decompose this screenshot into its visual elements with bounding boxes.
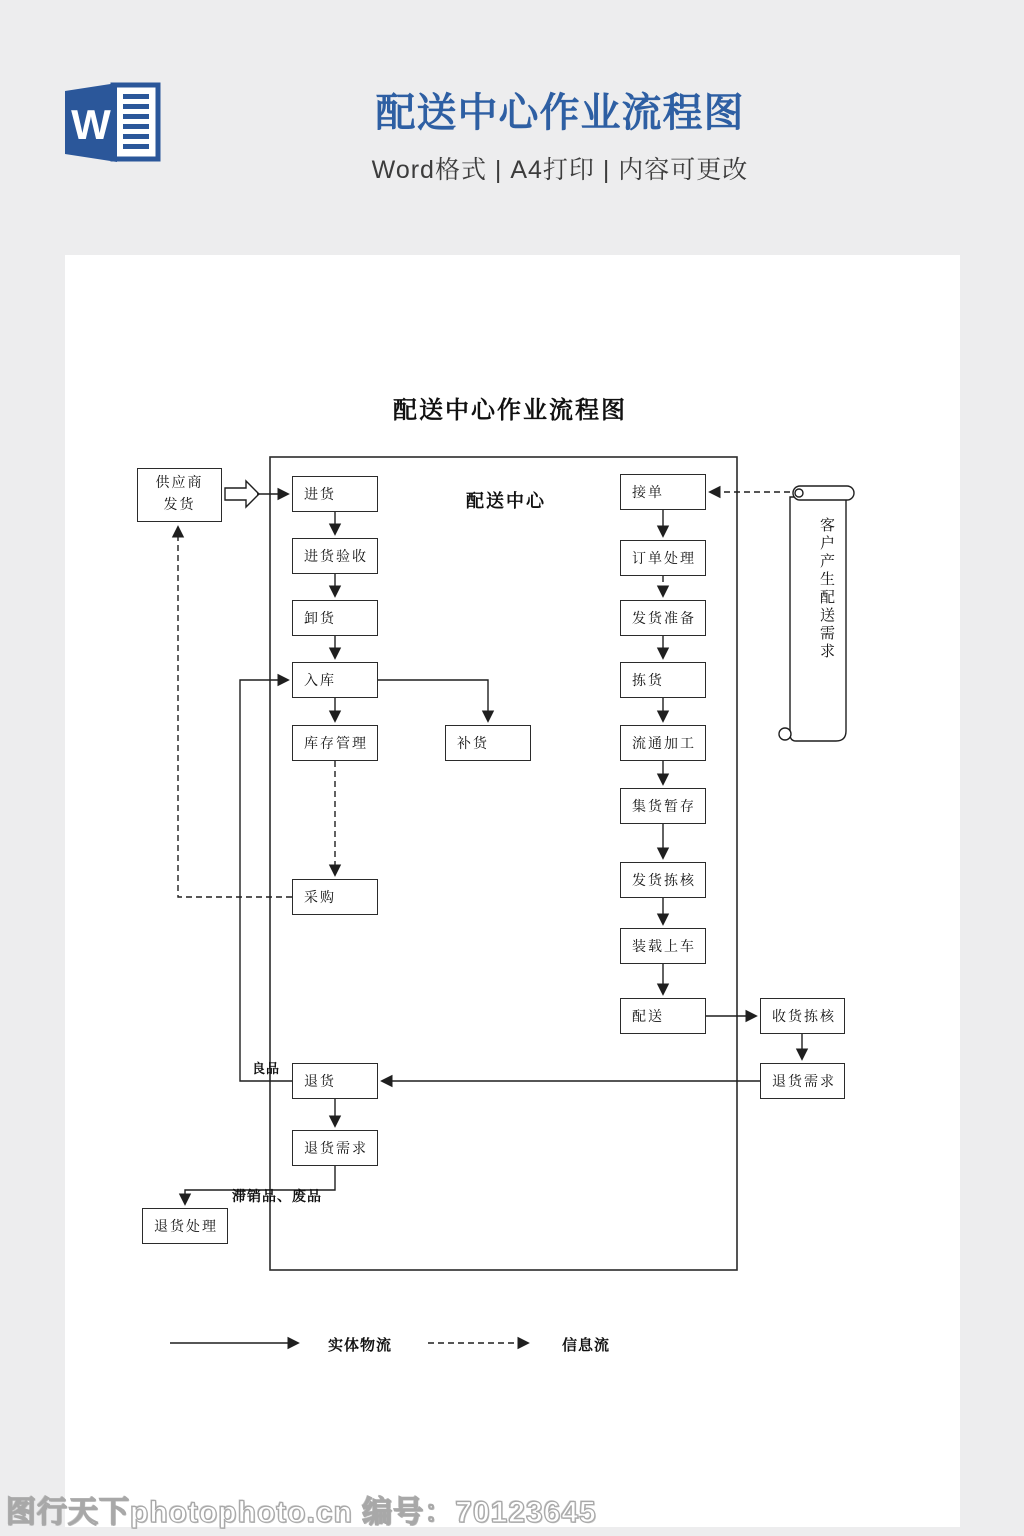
node-shouhuo-jianhe: 收货拣核 (760, 998, 845, 1034)
node-dingdan-chuli: 订单处理 (620, 540, 706, 576)
node-ruku: 入库 (292, 662, 378, 698)
node-caigou: 采购 (292, 879, 378, 915)
node-jinhuo: 进货 (292, 476, 378, 512)
node-jiedan: 接单 (620, 474, 706, 510)
node-peisong: 配送 (620, 998, 706, 1034)
node-jihuo-zancun: 集货暂存 (620, 788, 706, 824)
node-jianhuo: 拣货 (620, 662, 706, 698)
legend-solid-label: 实体物流 (328, 1338, 393, 1354)
label-unsalable-scrap: 滞销品、废品 (232, 1190, 322, 1205)
label-good-products: 良品 (252, 1061, 281, 1076)
container-label: 配送中心 (466, 491, 546, 511)
node-tuihuo-xuqiu-left: 退货需求 (292, 1130, 378, 1166)
page-subtitle: Word格式 | A4打印 | 内容可更改 (371, 156, 749, 184)
node-xiehuo: 卸货 (292, 600, 378, 636)
legend-dashed-label: 信息流 (562, 1338, 611, 1354)
node-tuihuo-xuqiu-right: 退货需求 (760, 1063, 845, 1099)
page-title: 配送中心作业流程图 (375, 91, 745, 135)
node-fahuo-jianhe: 发货拣核 (620, 862, 706, 898)
word-icon-letter: W (71, 101, 111, 148)
node-liutong-jiagong: 流通加工 (620, 725, 706, 761)
node-jinhuo-yanshou: 进货验收 (292, 538, 378, 574)
node-tuihuo: 退货 (292, 1063, 378, 1099)
supplier-line1: 供应商 (155, 476, 204, 491)
node-buhuo: 补货 (445, 725, 531, 761)
node-zhuangzai-shangche: 装载上车 (620, 928, 706, 964)
node-fahuo-zhunbei: 发货准备 (620, 600, 706, 636)
scroll-note: 客户产生配送需求 (818, 517, 834, 661)
diagram-title: 配送中心作业流程图 (393, 398, 627, 424)
node-kucun-guanli: 库存管理 (292, 725, 378, 761)
node-supplier-shipping (137, 468, 222, 522)
supplier-line2: 发货 (163, 498, 196, 513)
watermark: 图行天下photophoto.cn 编号：70123645 (6, 1496, 597, 1529)
node-tuihuo-chuli: 退货处理 (142, 1208, 228, 1244)
